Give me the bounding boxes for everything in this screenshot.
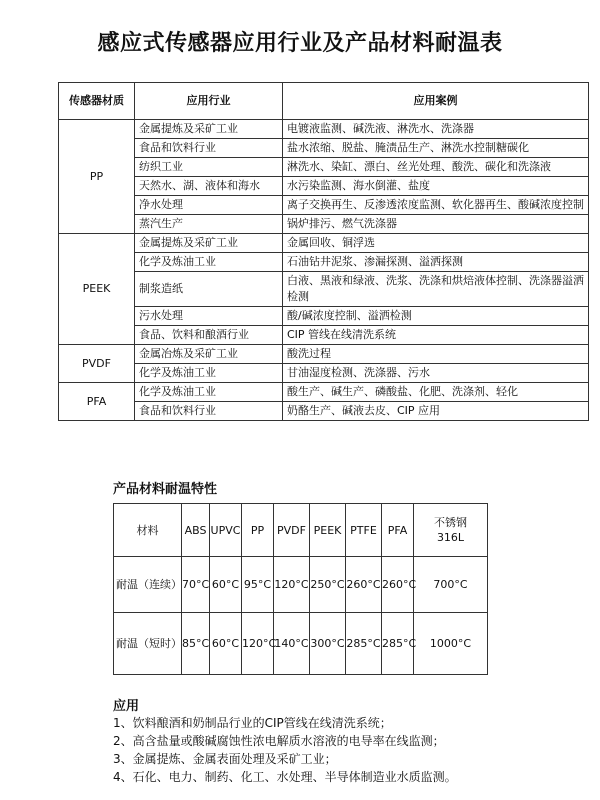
material-name: PEEK xyxy=(310,504,346,557)
temp-value: 260°C xyxy=(382,557,414,613)
industry-cell: 金属提炼及采矿工业 xyxy=(135,234,283,253)
table-row xyxy=(59,402,589,421)
material-name: PTFE xyxy=(346,504,382,557)
industry-table xyxy=(58,82,589,421)
temp-header-label: 材料 xyxy=(114,504,182,557)
temp-value: 285°C xyxy=(346,613,382,675)
industry-cell: 食品、饮料和酿酒行业 xyxy=(135,326,283,345)
material-cell: PP xyxy=(59,120,135,234)
material-cell: PVDF xyxy=(59,345,135,383)
case-cell: 奶酪生产、碱液去皮、CIP 应用 xyxy=(283,402,589,421)
temp-value: 700°C xyxy=(414,557,488,613)
temp-value: 60°C xyxy=(210,613,242,675)
industry-cell: 金属提炼及采矿工业 xyxy=(135,120,283,139)
temp-value: 70°C xyxy=(182,557,210,613)
industry-table-header-row xyxy=(59,83,589,120)
material-name: PFA xyxy=(382,504,414,557)
list-item: 2、高含盐量或酸碱腐蚀性浓电解质水溶液的电导率在线监测； xyxy=(113,734,445,748)
table-row xyxy=(59,345,589,364)
temp-value: 300°C xyxy=(310,613,346,675)
material-cell: PFA xyxy=(59,383,135,421)
industry-cell: 化学及炼油工业 xyxy=(135,383,283,402)
header-industry: 应用行业 xyxy=(135,83,283,120)
list-item: 4、石化、电力、制药、化工、水处理、半导体制造业水质监测。 xyxy=(113,770,457,784)
temperature-header-row xyxy=(114,504,488,557)
case-cell: 离子交换再生、反渗透浓度监测、软化器再生、酸碱浓度控制 xyxy=(283,196,589,215)
industry-cell: 污水处理 xyxy=(135,307,283,326)
table-row xyxy=(59,196,589,215)
table-row xyxy=(59,253,589,272)
case-cell: 锅炉排污、燃气洗涤器 xyxy=(283,215,589,234)
industry-cell: 蒸汽生产 xyxy=(135,215,283,234)
table-row xyxy=(59,139,589,158)
temp-value: 95°C xyxy=(242,557,274,613)
temp-value: 120°C xyxy=(242,613,274,675)
page-title: 感应式传感器应用行业及产品材料耐温表 xyxy=(97,31,503,56)
table-row xyxy=(59,383,589,402)
table-row xyxy=(59,158,589,177)
case-cell: 水污染监测、海水倒灌、盐度 xyxy=(283,177,589,196)
temp-value: 285°C xyxy=(382,613,414,675)
temperature-row-continuous xyxy=(114,557,488,613)
material-name: PP xyxy=(242,504,274,557)
header-case: 应用案例 xyxy=(283,83,589,120)
temp-value: 1000°C xyxy=(414,613,488,675)
industry-cell: 净水处理 xyxy=(135,196,283,215)
material-name: UPVC xyxy=(210,504,242,557)
case-cell: 金属回收、铜浮选 xyxy=(283,234,589,253)
case-cell: 白液、黑液和绿液、洗浆、洗涤和烘焙液体控制、洗涤器溢洒检测 xyxy=(283,272,589,307)
table-row xyxy=(59,234,589,253)
header-material: 传感器材质 xyxy=(59,83,135,120)
temp-value: 85°C xyxy=(182,613,210,675)
temp-section-title: 产品材料耐温特性 xyxy=(113,482,218,497)
temperature-row-short xyxy=(114,613,488,675)
case-cell: 酸生产、碱生产、磷酸盐、化肥、洗涤剂、轻化 xyxy=(283,383,589,402)
case-cell: 酸/碱浓度控制、溢洒检测 xyxy=(283,307,589,326)
list-item: 3、金属提炼、金属表面处理及采矿工业； xyxy=(113,752,337,766)
case-cell: 石油钻井泥浆、渗漏探测、溢洒探测 xyxy=(283,253,589,272)
industry-cell: 食品和饮料行业 xyxy=(135,139,283,158)
industry-cell: 纺织工业 xyxy=(135,158,283,177)
row-label: 耐温（短时） xyxy=(114,613,182,675)
material-cell: PEEK xyxy=(59,234,135,345)
temp-value: 260°C xyxy=(346,557,382,613)
applications-title: 应用 xyxy=(113,699,140,714)
case-cell: 盐水浓缩、脱盐、腌渍品生产、淋洗水控制糖碳化 xyxy=(283,139,589,158)
material-name: 不锈钢 316L xyxy=(414,504,488,557)
table-row xyxy=(59,272,589,307)
table-row xyxy=(59,364,589,383)
list-item: 1、饮料酿酒和奶制品行业的CIP管线在线清洗系统； xyxy=(113,716,392,730)
table-row xyxy=(59,215,589,234)
case-cell: 甘油湿度检测、洗涤器、污水 xyxy=(283,364,589,383)
industry-cell: 天然水、湖、液体和海水 xyxy=(135,177,283,196)
temp-value: 250°C xyxy=(310,557,346,613)
temp-value: 60°C xyxy=(210,557,242,613)
table-row xyxy=(59,177,589,196)
case-cell: 淋洗水、染缸、漂白、丝光处理、酸洗、碳化和洗涤液 xyxy=(283,158,589,177)
case-cell: CIP 管线在线清洗系统 xyxy=(283,326,589,345)
row-label: 耐温（连续） xyxy=(114,557,182,613)
industry-cell: 化学及炼油工业 xyxy=(135,364,283,383)
temperature-table xyxy=(113,503,488,675)
temp-value: 140°C xyxy=(274,613,310,675)
table-row xyxy=(59,326,589,345)
industry-cell: 化学及炼油工业 xyxy=(135,253,283,272)
industry-cell: 制浆造纸 xyxy=(135,272,283,307)
industry-cell: 金属冶炼及采矿工业 xyxy=(135,345,283,364)
case-cell: 酸洗过程 xyxy=(283,345,589,364)
table-row xyxy=(59,120,589,139)
applications-list xyxy=(113,714,457,786)
material-name: ABS xyxy=(182,504,210,557)
table-row xyxy=(59,307,589,326)
industry-cell: 食品和饮料行业 xyxy=(135,402,283,421)
temp-value: 120°C xyxy=(274,557,310,613)
material-name: PVDF xyxy=(274,504,310,557)
case-cell: 电镀液监测、碱洗液、淋洗水、洗涤器 xyxy=(283,120,589,139)
